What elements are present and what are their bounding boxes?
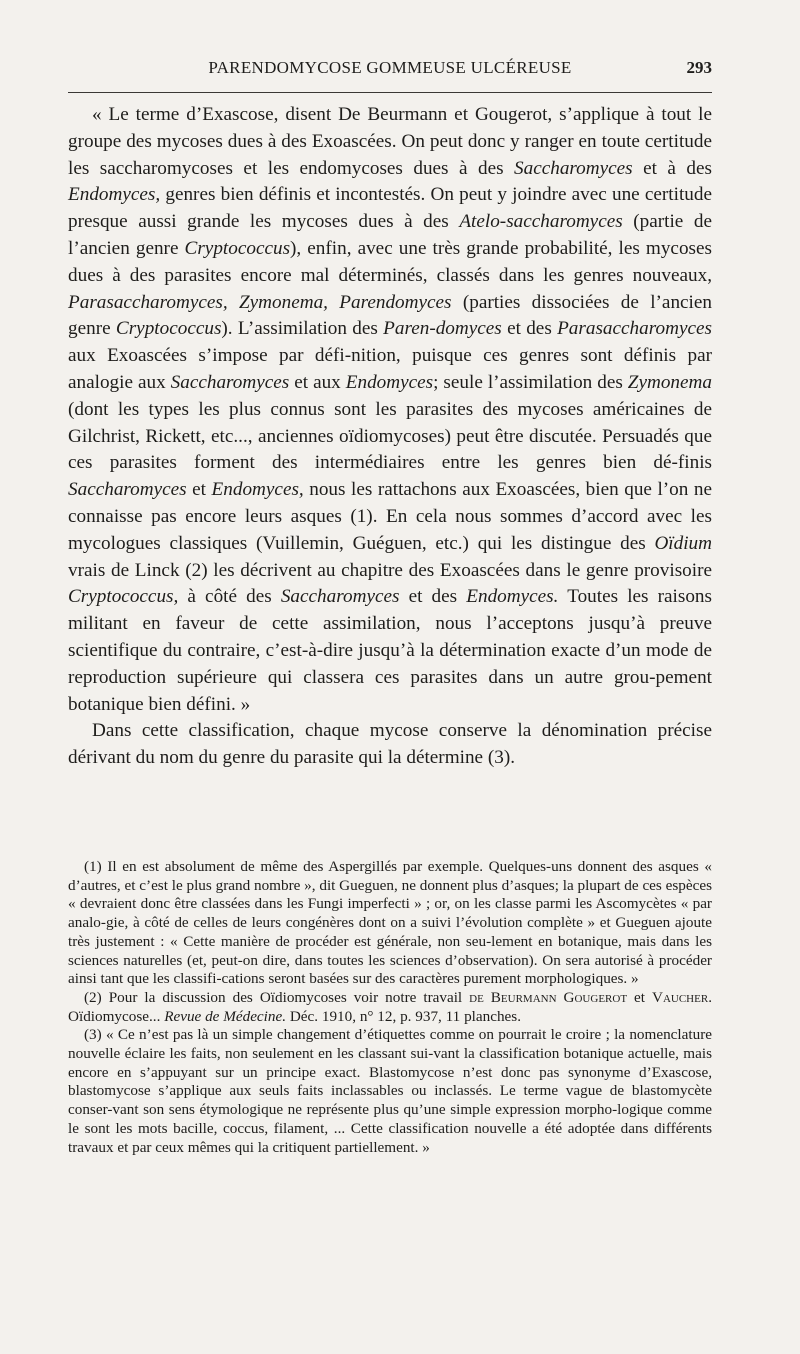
page-number: 293 (686, 58, 712, 77)
footnote-3: (3) « Ce n’est pas là un simple changement d’étiquettes comme on pourrait le croire ; la nomenclature nouvelle éclaire les faits, non seulement en les classant sui-vant la classification botanique actuelle, mais encore en s’appuyant sur un principe exact. Blastomycose n’est donc pas synonyme d’Exascose, blastomycose s’applique aux seuls faits inclassables ou inclassés. Le terme vague de blastomycète conser-vant son sens étymologique ne représente plus qu’une simple expression morpho-logique comme le sont les mots bacille, coccus, filament, ... Cette classification nouvelle a été adoptée dans différents travaux et par ceux mêmes qui la critiquent partiellement. » (68, 1026, 712, 1156)
running-header (68, 52, 712, 84)
header-rule (68, 92, 712, 93)
footnote-2: (2) Pour la discussion des Oïdiomycoses voir notre travail de Beurmann Gougerot et Vaucher. Oïdiomycose... Revue de Médecine. Déc. 1910, n° 12, p. 937, 11 planches. (68, 988, 712, 1025)
classification-paragraph: Dans cette classification, chaque mycose conserve la dénomination précise dérivant du nom du genre du parasite qui la détermine (3). (68, 720, 712, 769)
main-text (68, 102, 712, 772)
quote-paragraph: « Le terme d’Exascose, disent De Beurmann et Gougerot, s’applique à tout le groupe des mycoses dues à des Exoascées. On peut donc y ranger en toute certitude les saccharomycoses et les endomycoses dues à des Saccharomyces et à des Endomyces, genres bien définis et incontestés. On peut y joindre avec une certitude presque aussi grande les mycoses dues à des Atelo-saccharomyces (partie de l’ancien genre Cryptococcus), enfin, avec une très grande probabilité, les mycoses dues à des parasites encore mal déterminés, classés dans les genres nouveaux, Parasaccharomyces, Zymonema, Parendomyces (parties dissociées de l’ancien genre Cryptococcus). L’assimilation des Paren-domyces et des Parasaccharomyces aux Exoascées s’impose par défi-nition, puisque ces genres sont définis par analogie aux Saccharomyces et aux Endomyces; seule l’assimilation des Zymonema (dont les types les plus connus sont les parasites des mycoses américaines de Gilchrist, Rickett, etc..., anciennes oïdiomycoses) peut être discutée. Persuadés que ces parasites forment des intermédiaires entre les genres bien dé-finis Saccharomyces et Endomyces, nous les rattachons aux Exoascées, bien que l’on ne connaisse pas encore leurs asques (1). En cela nous sommes d’accord avec les mycologues classiques (Vuillemin, Guéguen, etc.) qui les distingue des Oïdium vrais de Linck (2) les décrivent au chapitre des Exoascées dans le genre provisoire Cryptococcus, à côté des Saccharomyces et des Endomyces. Toutes les raisons militant en faveur de cette assimilation, nous l’acceptons jusqu’à preuve scientifique du contraire, c’est-à-dire jusqu’à la détermination exacte d’un mode de reproduction supérieure qui classera ces parasites dans un autre grou-pement botanique bien défini. » (68, 104, 712, 715)
running-title: PARENDOMYCOSE GOMMEUSE ULCÉREUSE (208, 58, 572, 77)
footnotes (68, 858, 712, 1157)
footnote-1: (1) Il en est absolument de même des Aspergillés par exemple. Quelques-uns donnent des asques « d’autres, et c’est le plus grand nombre », dit Gueguen, ne donnent plus d’asques; la plupart de ces espèces « devraient donc être classées dans les Fungi imperfecti » ; or, on les classe parmi les Ascomycètes « par analo-gie, à côté de celles de leurs congénères dont on a suivi l’évolution complète » et Gueguen ajoute très justement : « Cette manière de procéder est générale, non seu-lement en botanique, mais dans les sciences naturelles (et, peut-on dire, dans toutes les sciences d’observation). On sera autorisé à procéder ainsi tant que les classifi-cations seront basées sur des caractères purement morphologiques. » (68, 858, 713, 988)
